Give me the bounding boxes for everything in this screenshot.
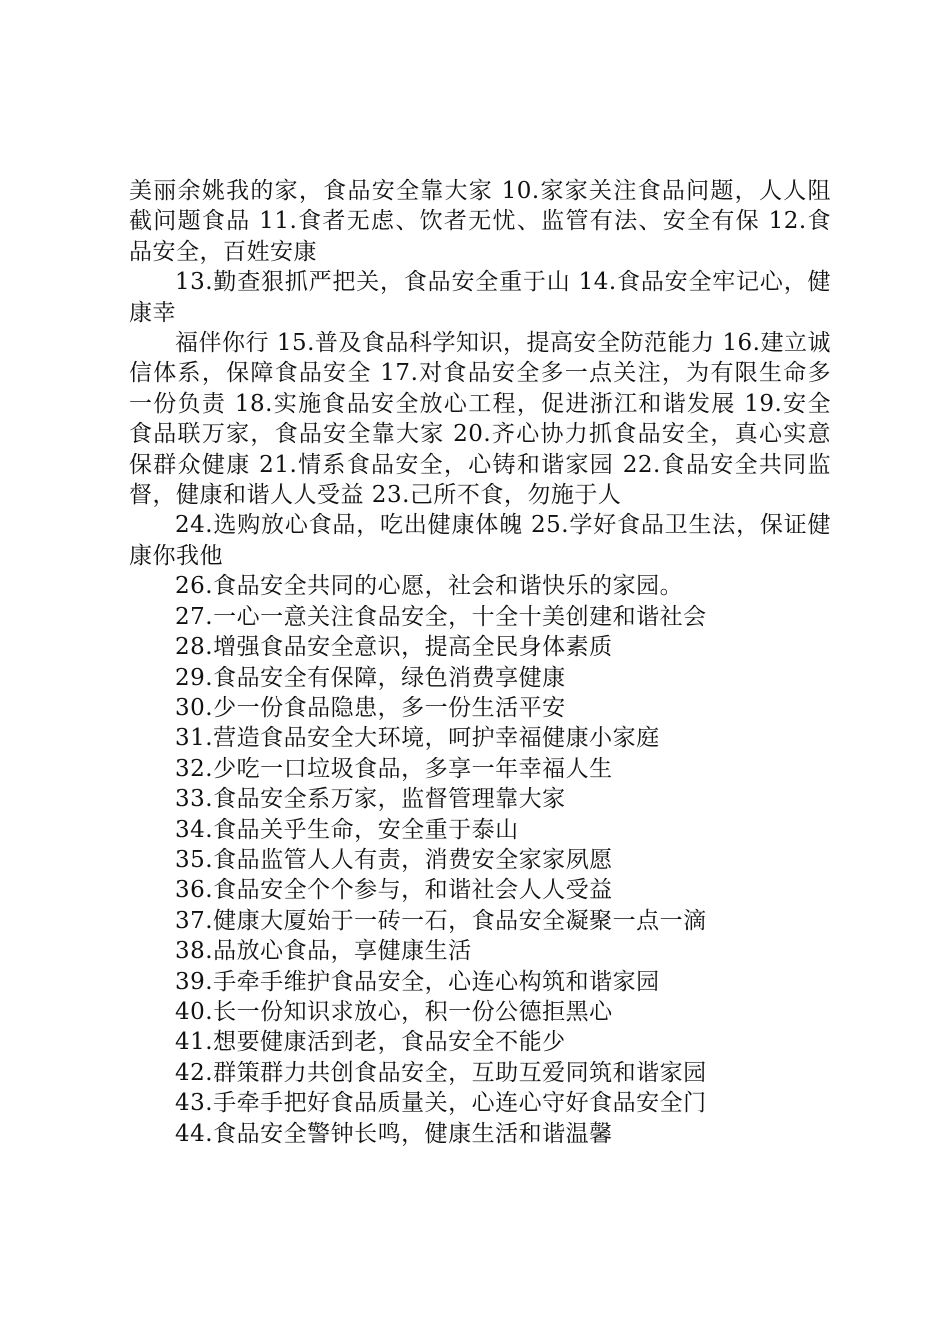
- slogan-line-39: 39.手牵手维护食品安全，心连心构筑和谐家园: [175, 968, 660, 995]
- slogan-line-29: 29.食品安全有保障，绿色消费享健康: [175, 664, 566, 691]
- slogan-line-38: 38.品放心食品，享健康生活: [175, 938, 472, 965]
- slogan-text-body: [129, 176, 831, 1149]
- slogan-line-34: 34.食品关乎生命，安全重于泰山: [175, 816, 519, 843]
- paragraph-slogans-14-23: 福伴你行 15.普及食品科学知识，提高安全防范能力 16.建立诚信体系，保障食品安全 17.对食品安全多一点关注，为有限生命多一份负责 18.实施食品安全放心工程，促进浙江和谐发展 19.安全食品联万家，食品安全靠大家 20.齐心协力抓食品安全，真心实意保群众健康 21.情系食品安全，心铸和谐家园 22.食品安全共同监督，健康和谐人人受益 23.己所不食，勿施于人: [129, 330, 831, 509]
- slogan-line-27: 27.一心一意关注食品安全，十全十美创建和谐社会: [175, 603, 707, 630]
- slogan-line-28: 28.增强食品安全意识，提高全民身体素质: [175, 634, 613, 661]
- slogan-line-37: 37.健康大厦始于一砖一石，食品安全凝聚一点一滴: [175, 907, 707, 934]
- slogan-line-44: 44.食品安全警钟长鸣，健康生活和谐温馨: [175, 1120, 613, 1147]
- slogan-line-26: 26.食品安全共同的心愿，社会和谐快乐的家园。: [175, 573, 684, 600]
- paragraph-slogans-13-14: 13.勤查狠抓严把关，食品安全重于山 14.食品安全牢记心，健康幸: [129, 269, 831, 326]
- slogan-line-43: 43.手牵手把好食品质量关，心连心守好食品安全门: [175, 1090, 707, 1117]
- slogan-line-35: 35.食品监管人人有责，消费安全家家夙愿: [175, 846, 613, 873]
- slogan-line-40: 40.长一份知识求放心，积一份公德拒黑心: [175, 998, 613, 1025]
- paragraph-slogans-9-12: 美丽余姚我的家，食品安全靠大家 10.家家关注食品问题，人人阻截问题食品 11.食者无虑、饮者无忧、监管有法、安全有保 12.食品安全，百姓安康: [129, 178, 831, 265]
- slogan-line-36: 36.食品安全个个参与，和谐社会人人受益: [175, 877, 613, 904]
- slogan-line-42: 42.群策群力共创食品安全，互助互爱同筑和谐家园: [175, 1059, 707, 1086]
- slogan-line-33: 33.食品安全系万家，监督管理靠大家: [175, 786, 566, 813]
- paragraph-slogans-24-25: 24.选购放心食品，吃出健康体魄 25.学好食品卫生法，保证健康你我他: [129, 512, 831, 569]
- slogan-line-32: 32.少吃一口垃圾食品，多享一年幸福人生: [175, 755, 613, 782]
- slogan-line-41: 41.想要健康活到老，食品安全不能少: [175, 1029, 566, 1056]
- slogan-line-31: 31.营造食品安全大环境，呵护幸福健康小家庭: [175, 725, 660, 752]
- slogan-line-30: 30.少一份食品隐患，多一份生活平安: [175, 694, 566, 721]
